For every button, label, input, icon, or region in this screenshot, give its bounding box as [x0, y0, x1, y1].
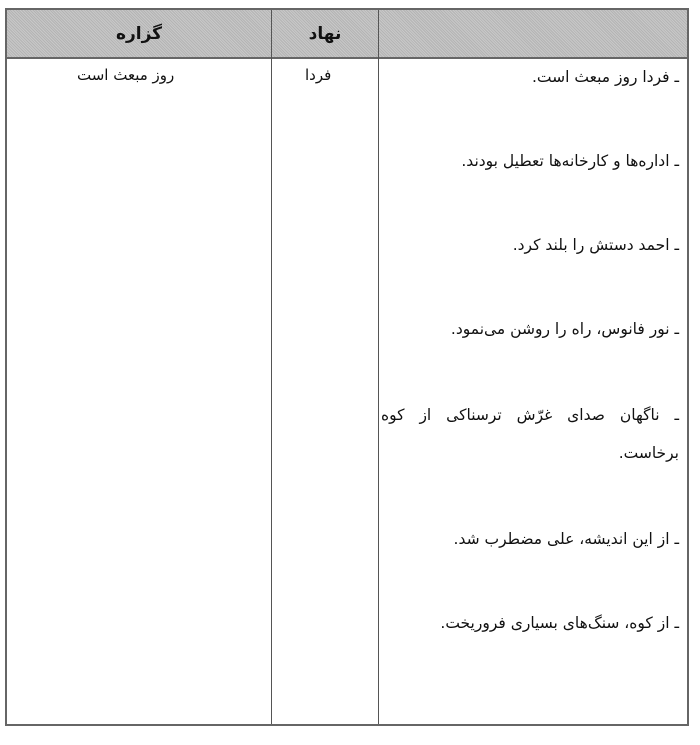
- header-subject: نهاد: [308, 23, 342, 44]
- sentence-item: ـ از این اندیشه، علی مضطرب شد.: [453, 530, 679, 548]
- sentence-item: ـ نور فانوس، راه را روشن می‌نمود.: [450, 320, 679, 338]
- subject-predicate-table: [5, 8, 689, 726]
- column-divider: [271, 10, 272, 724]
- example-subject: فردا: [305, 66, 332, 84]
- header-sentences: [379, 10, 687, 57]
- sentence-item: ـ فردا روز مبعث است.: [532, 68, 679, 86]
- sentence-item: ـ اداره‌ها و کارخانه‌ها تعطیل بودند.: [461, 152, 679, 170]
- header-predicate: گزاره: [115, 23, 163, 44]
- example-predicate: روز مبعث است: [77, 66, 175, 84]
- sentence-item: ـ از کوه، سنگ‌های بسیاری فروریخت.: [440, 614, 679, 632]
- sentence-item: ـ احمد دستش را بلند کرد.: [512, 236, 679, 254]
- column-divider: [378, 10, 379, 724]
- sentence-item: ـ ناگهان صدای غرّش ترسناکی از کوه برخاست.: [381, 406, 679, 462]
